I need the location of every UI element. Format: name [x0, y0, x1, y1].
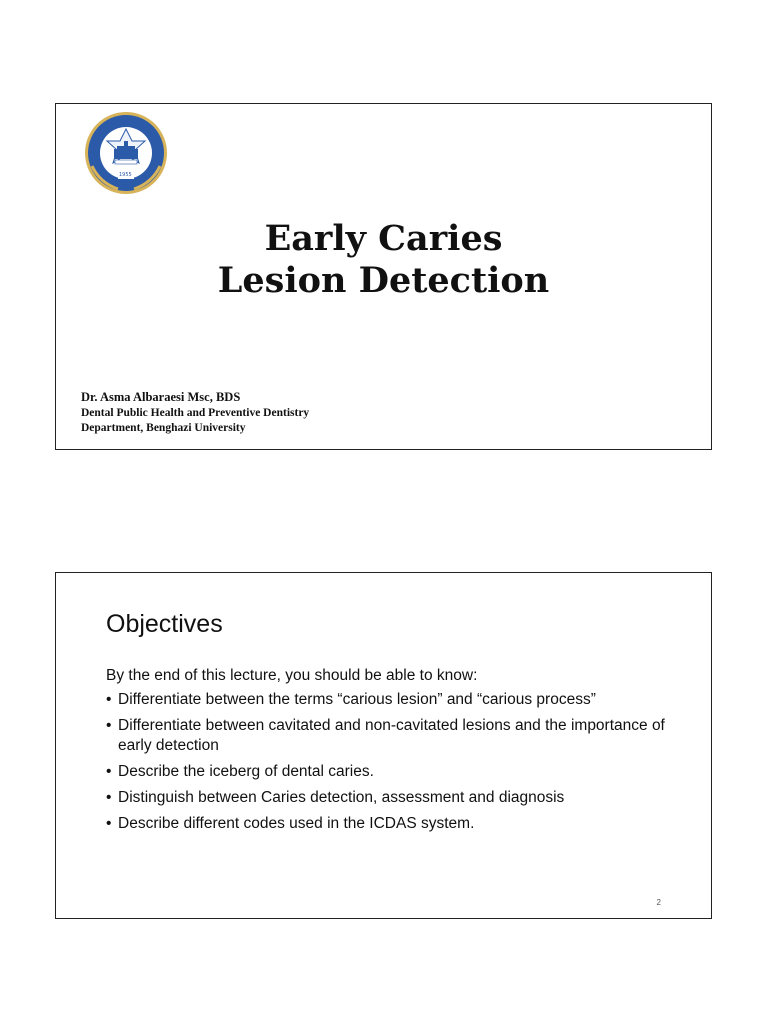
department-line-1: Dental Public Health and Preventive Dentistry [81, 407, 310, 419]
list-item [106, 690, 666, 710]
list-item-text: Describe different codes used in the ICDAS system. [118, 815, 475, 832]
author-block [81, 389, 309, 436]
list-item [106, 716, 666, 756]
title-line-2: Lesion Detection [217, 260, 550, 301]
bullet-icon: • [106, 815, 112, 832]
seal-year: 1955 [119, 172, 132, 178]
objectives-list [106, 690, 666, 840]
objectives-heading: Objectives [106, 610, 223, 638]
list-item [106, 762, 666, 782]
page-number: 2 [656, 898, 661, 907]
bullet-icon: • [106, 763, 112, 780]
list-item-text: Differentiate between cavitated and non-cavitated lesions and the importance of early detection [118, 717, 665, 754]
bullet-icon: • [106, 691, 112, 708]
bullet-icon: • [106, 717, 112, 734]
slide-1 [55, 103, 712, 450]
slide-2 [55, 572, 712, 919]
list-item-text: Differentiate between the terms “carious lesion” and “carious process” [118, 691, 596, 708]
objectives-intro: By the end of this lecture, you should be able to know: [106, 667, 478, 684]
list-item [106, 814, 666, 834]
list-item [106, 788, 666, 808]
list-item-text: Describe the iceberg of dental caries. [118, 763, 374, 780]
department-line-2: Department, Benghazi University [81, 422, 246, 434]
slide-title [56, 218, 711, 302]
title-line-1: Early Caries [264, 218, 503, 259]
university-seal-icon [82, 111, 170, 195]
author-name: Dr. Asma Albaraesi Msc, BDS [81, 390, 241, 404]
bullet-icon: • [106, 789, 112, 806]
list-item-text: Distinguish between Caries detection, assessment and diagnosis [118, 789, 565, 806]
